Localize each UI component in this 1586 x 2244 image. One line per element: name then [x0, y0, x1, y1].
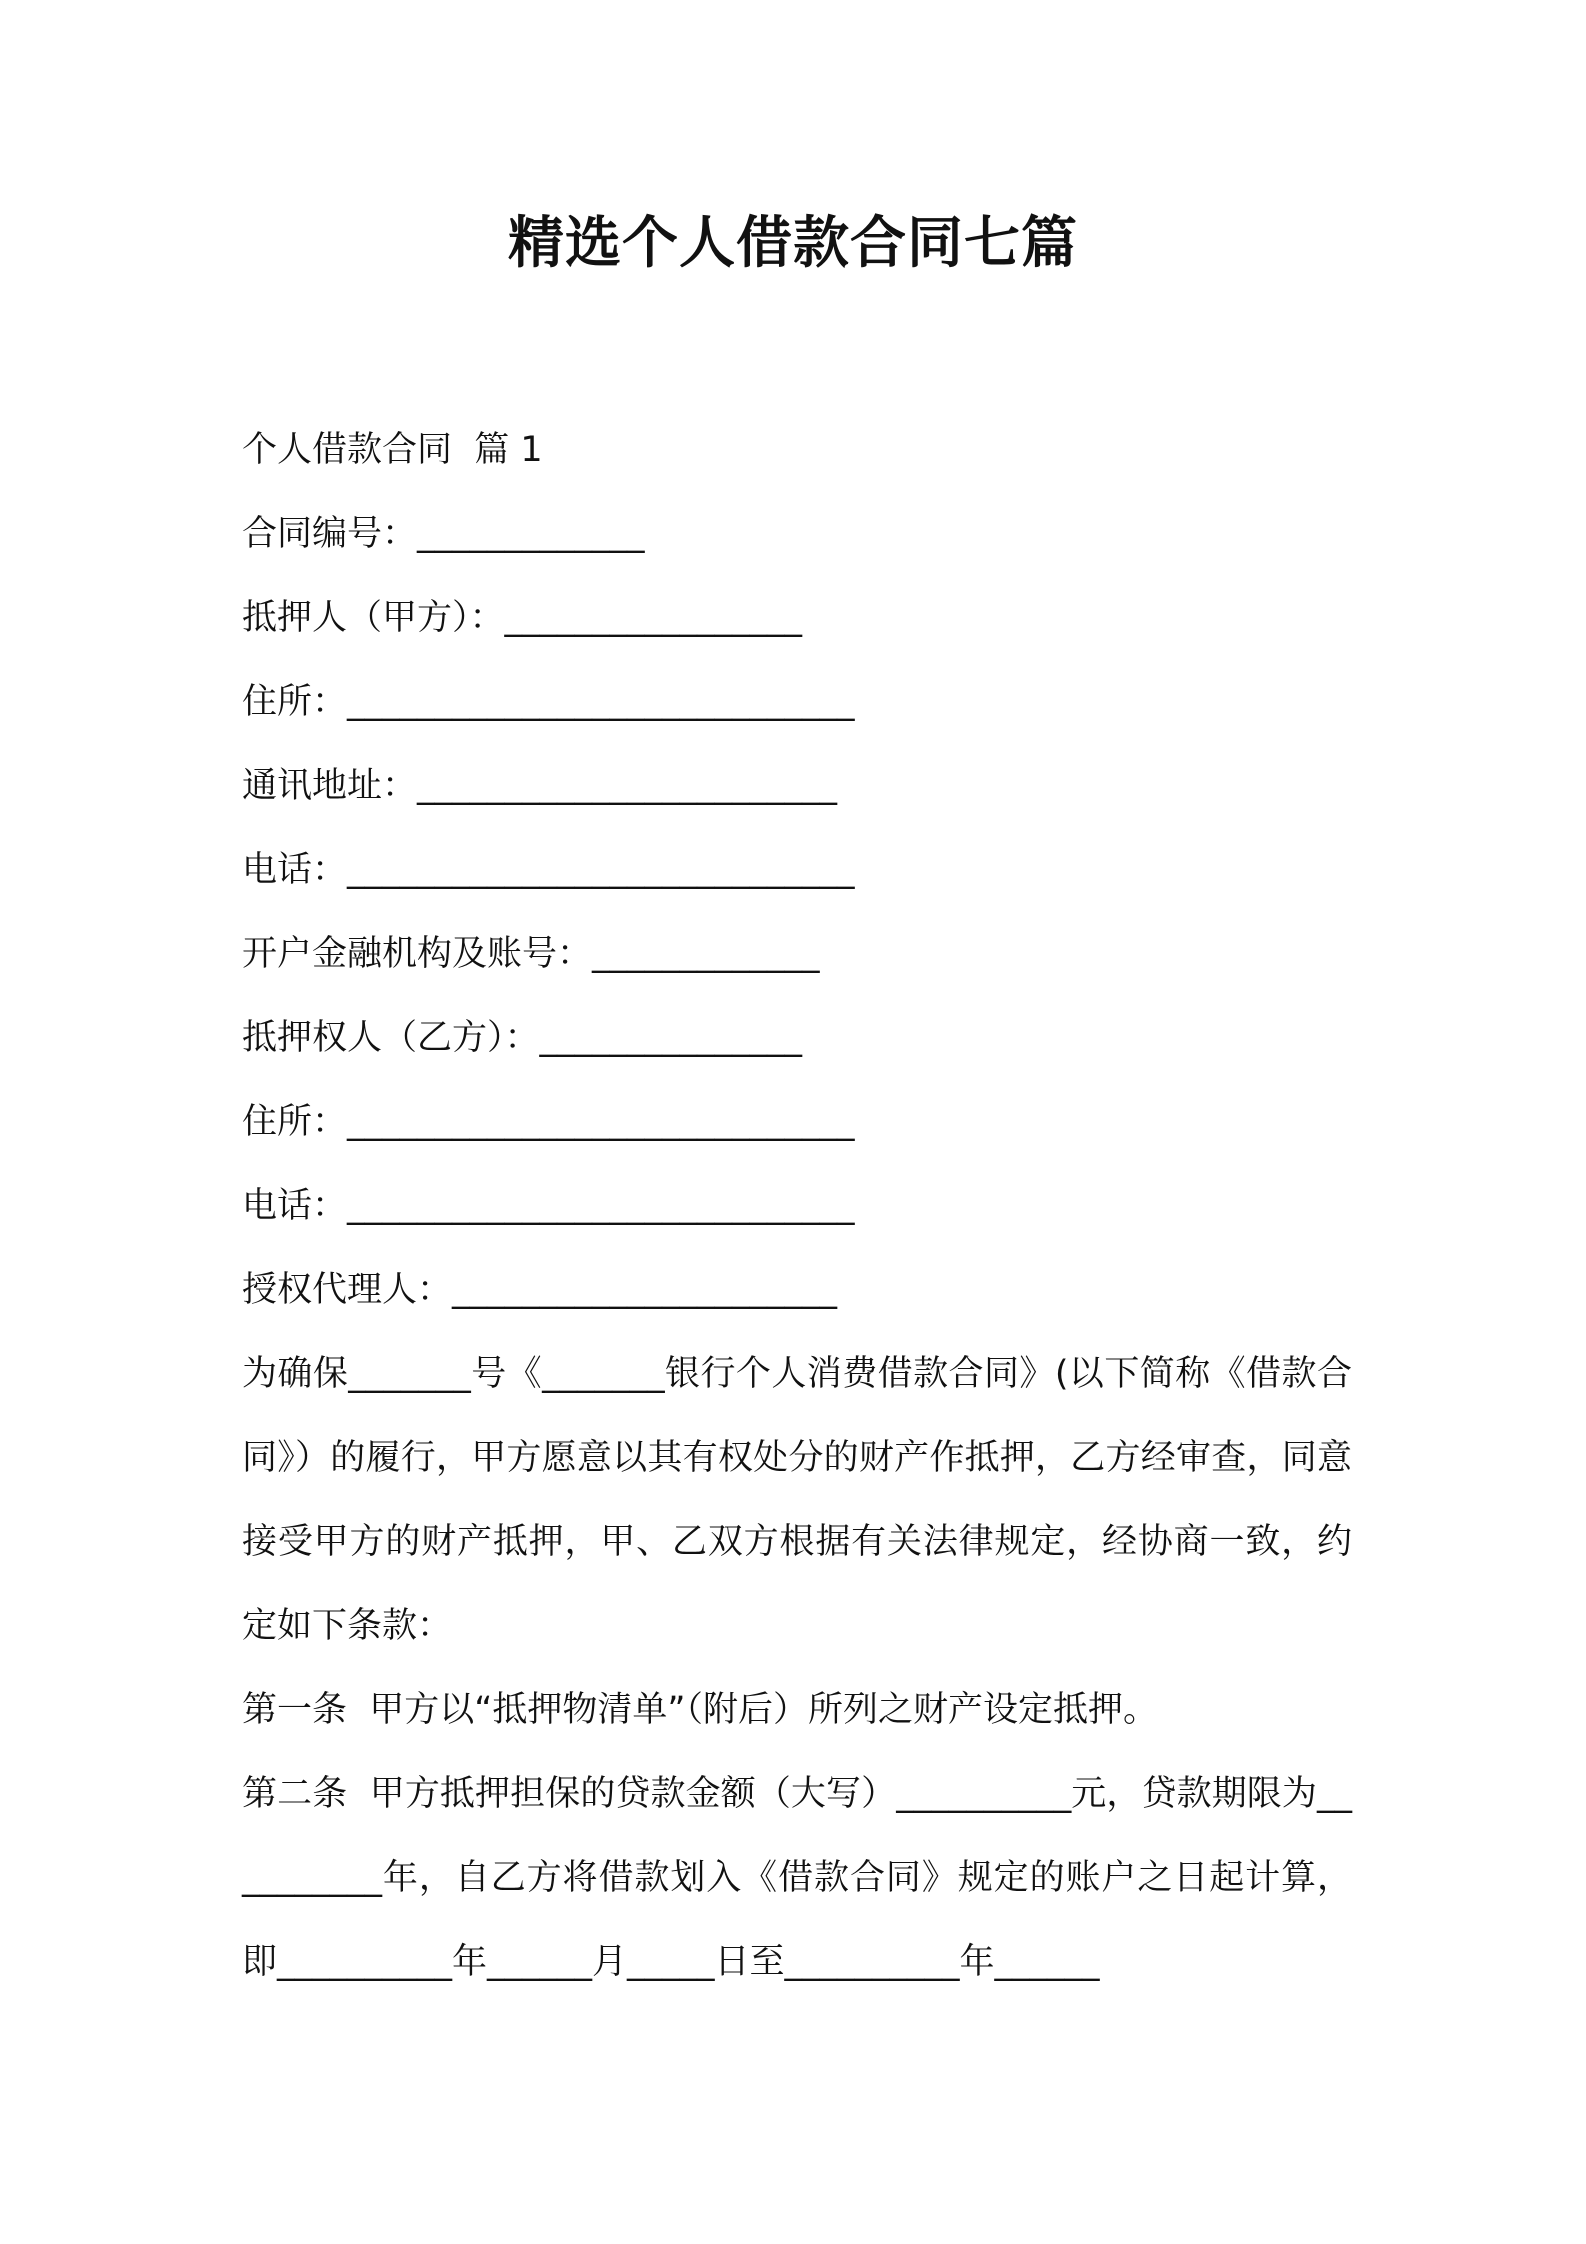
- paragraph-article-1: 第一条 甲方以“抵押物清单”（附后）所列之财产设定抵押。: [242, 1690, 1159, 1730]
- paragraph-preamble: 为确保_______号《_______银行个人消费借款合同》(以下简称《借款合同》）的履行，甲方愿意以其有权处分的财产作抵押，乙方经审查，同意接受甲方的财产抵押，甲、乙双方根据有关法律规定，经协商一致，约定如下条款：: [242, 1354, 1352, 1646]
- document-title: 精选个人借款合同七篇: [508, 211, 1078, 276]
- document-body: [242, 408, 1352, 2004]
- field-mortgagee-address: 住所：_____________________________: [242, 1102, 855, 1142]
- field-bank-account: 开户金融机构及账号：_____________: [242, 934, 820, 974]
- field-mortgagor-phone: 电话：_____________________________: [242, 850, 855, 890]
- field-contract-number: 合同编号：_____________: [242, 514, 645, 554]
- section-heading: 个人借款合同 篇 1: [242, 430, 543, 470]
- field-mortgagee-phone: 电话：_____________________________: [242, 1186, 855, 1226]
- field-mailing-address: 通讯地址：________________________: [242, 766, 838, 806]
- field-mortgagee: 抵押权人（乙方）：_______________: [242, 1018, 803, 1058]
- field-mortgagor-address: 住所：_____________________________: [242, 682, 855, 722]
- paragraph-article-2: 第二条 甲方抵押担保的贷款金额（大写）__________元，贷款期限为__________年，自乙方将借款划入《借款合同》规定的账户之日起计算，即__________年______月_____日至__________年______: [242, 1774, 1352, 1982]
- field-authorized-agent: 授权代理人：______________________: [242, 1270, 838, 1310]
- field-mortgagor: 抵押人（甲方）：_________________: [242, 598, 803, 638]
